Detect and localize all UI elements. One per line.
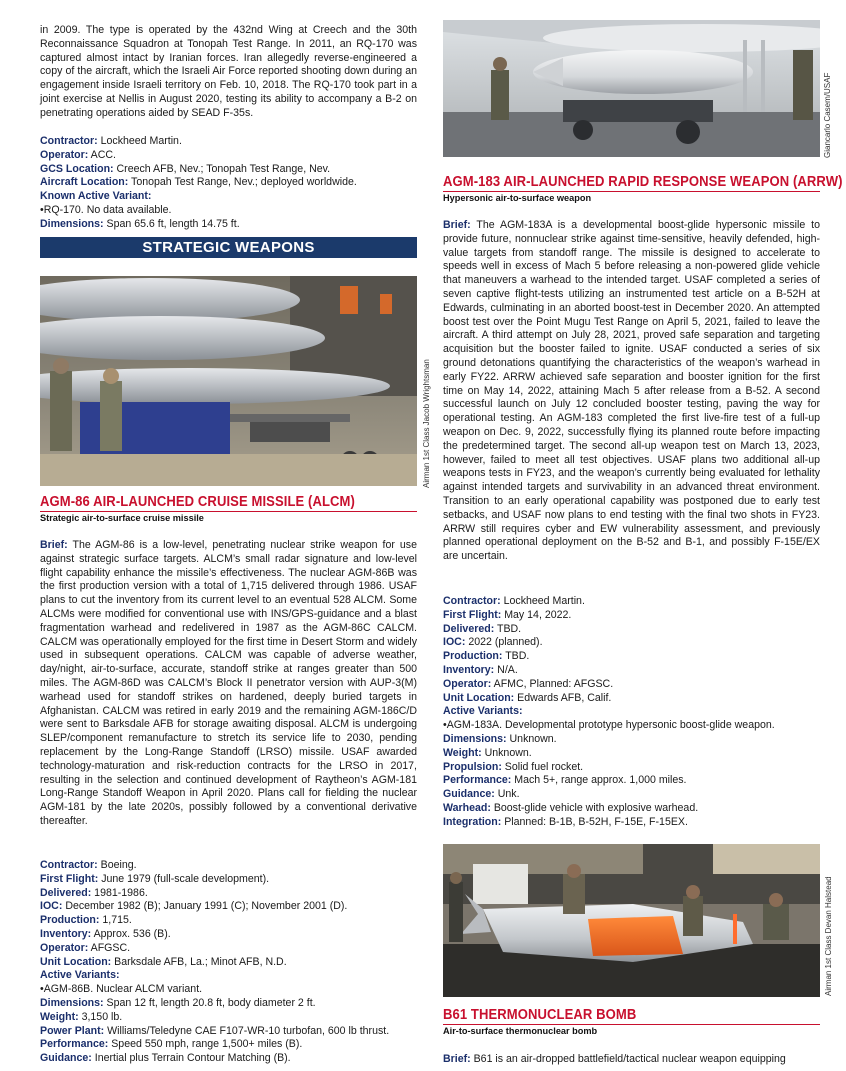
b61-brief-text: B61 is an air-dropped battlefield/tactical nuclear weapon equipping [470,1053,786,1065]
section-heading-strategic-weapons: STRATEGIC WEAPONS [40,237,417,258]
arrw-spec-line [443,733,820,747]
rq170-spec-line [40,218,417,232]
arrw-spec-key: Unit Location: [443,691,515,704]
arrw-spec-line [443,636,820,650]
alcm-spec-line [40,969,417,983]
arrw-subtitle: Hypersonic air-to-surface weapon [443,193,592,203]
arrw-spec-key: Propulsion: [443,760,502,773]
alcm-spec-line [40,997,417,1011]
arrw-spec-line [443,650,820,664]
photo-credit-b61: Airman 1st Class Devan Halstead [824,876,833,996]
b61-title: B61 THERMONUCLEAR BOMB [443,1007,637,1023]
arrw-spec-line [443,761,820,775]
b61-subtitle: Air-to-surface thermonuclear bomb [443,1026,598,1036]
arrw-spec-value: Solid fuel rocket. [501,760,584,773]
arrw-spec-value: May 14, 2022. [501,608,572,621]
arrw-spec-value: Boost-glide vehicle with explosive warhead. [490,801,699,814]
arrw-spec-value: TBD. [494,622,522,635]
arrw-brief [443,219,820,564]
alcm-spec-value: 1981-1986. [91,886,148,899]
arrw-spec-key: Active Variants: [443,705,523,718]
arrw-spec-value: AFMC, Planned: AFGSC. [491,677,614,690]
alcm-spec-value: Inertial plus Terrain Contour Matching (B). [91,1052,291,1065]
b61-brief-label: Brief: [443,1053,471,1065]
arrw-spec-key: First Flight: [443,608,502,621]
photo-b61-bomb [443,844,820,997]
alcm-spec-line [40,1025,417,1039]
b61-brief [443,1053,820,1067]
arrw-spec-line [443,609,820,623]
arrw-spec-line [443,719,820,733]
alcm-spec-key: IOC: [40,900,63,913]
alcm-spec-line [40,942,417,956]
rq170-spec-line [40,149,417,163]
rq170-spec-value: •RQ-170. No data available. [40,203,172,216]
alcm-spec-value: June 1979 (full-scale development). [98,872,270,885]
alcm-spec-key: Performance: [40,1038,109,1051]
alcm-spec-key: Inventory: [40,927,92,940]
arrw-spec-value: Planned: B-1B, B-52H, F-15E, F-15EX. [501,815,688,828]
alcm-spec-line [40,956,417,970]
alcm-spec-value: December 1982 (B); January 1991 (C); November 2001 (D). [62,900,348,913]
alcm-spec-line [40,1038,417,1052]
alcm-spec-value: Span 12 ft, length 20.8 ft, body diameter 2 ft. [103,996,316,1009]
rq170-specs [40,135,417,232]
alcm-spec-key: Contractor: [40,859,98,871]
arrw-title: AGM-183 AIR-LAUNCHED RAPID RESPONSE WEAPON (ARRW) [443,174,843,190]
rq170-spec-value: ACC. [88,148,116,161]
alcm-spec-line [40,983,417,997]
arrw-spec-line [443,623,820,637]
arrw-spec-line [443,774,820,788]
alcm-spec-key: Production: [40,914,100,927]
arrw-spec-value: Edwards AFB, Calif. [514,691,612,704]
alcm-subtitle: Strategic air-to-surface cruise missile [40,513,204,523]
alcm-spec-key: Delivered: [40,886,92,899]
rq170-spec-line [40,204,417,218]
b61-title-rule [443,1024,820,1025]
arrw-spec-key: Integration: [443,815,502,828]
arrw-spec-key: Production: [443,650,503,663]
rq170-spec-line [40,190,417,204]
alcm-spec-key: Unit Location: [40,955,112,968]
rq170-spec-key: GCS Location: [40,162,114,175]
photo-arrw-b52 [443,20,820,157]
arrw-spec-line [443,595,820,609]
alcm-spec-line [40,873,417,887]
alcm-spec-line [40,859,417,873]
alcm-spec-line [40,887,417,901]
alcm-brief [40,539,417,829]
alcm-spec-key: First Flight: [40,872,99,885]
arrw-brief-text: The AGM-183A is a developmental boost-glide hypersonic missile to provide future, nonnuclear strike against time-sensitive, heavily defended, high-value targets from standoff range. The missile is designed to accelerate to speeds well in excess of Mach 5 before releasing a non-powered glide vehicle that maneuvers a warhead to the intended target. USAF completed a series of seven captive flight-tests utilizing an instrumented test article on a B-52H at Edwards, culminating in an aborted boost-test in December 2020. An attempted boost test over the Point Mugu Test Range on April 5, 2021, failed to leave the aircraft. A third attempt on July 28, 2021, proved safe separation and targeting acquisition but the booster failed to ignite. USAF conducted a series of six ground detonations quantifying the characteristics of the weapon’s warhead in early FY22. ARRW achieved safe separation and booster ignition for the first time on May 14, 2022, attaining Mach 5 after release from a B-52. A second successful launch on July 12 concluded booster testing, paving the way for operational testing. An AGM-183 completed the first live-fire test of a full-up weapon on Dec. 9, 2022, successfully flying its planned route before impacting the predetermined target. The second all-up weapon test on March 13, 2023, however, failed to meet all test objectives. USAF plans two additional all-up weapons tests in FY23, and the weapon’s currently being evaluated for lethality against intended targets and survivability in an advanced threat environment. Transition to an early operational capability was postponed due to early test setbacks, and USAF now plans to end testing with the final two shots in FY23. ARRW still requires cyber and EW vulnerability assessment, and previously planned operational deployment on the B-52 and B-1, and possibly F-15E/EX are uncertain. [443,219,820,563]
alcm-brief-label: Brief: [40,539,68,551]
alcm-spec-key: Guidance: [40,1052,92,1065]
arrw-specs [443,595,820,830]
alcm-spec-line [40,900,417,914]
alcm-spec-key: Active Variants: [40,969,120,982]
alcm-specs [40,859,417,1066]
alcm-title: AGM-86 AIR-LAUNCHED CRUISE MISSILE (ALCM) [40,494,355,510]
alcm-spec-key: Power Plant: [40,1024,105,1037]
arrw-spec-value: 2022 (planned). [465,636,543,649]
arrw-spec-value: Unknown. [481,746,532,759]
alcm-spec-line [40,928,417,942]
arrw-spec-key: Weight: [443,746,482,759]
rq170-spec-value: Lockheed Martin. [97,135,182,147]
alcm-spec-line [40,1052,417,1066]
arrw-spec-line [443,664,820,678]
arrw-spec-key: Guidance: [443,788,495,801]
arrw-brief-label: Brief: [443,219,471,231]
arrw-spec-line [443,788,820,802]
alcm-brief-text: The AGM-86 is a low-level, penetrating nuclear strike weapon for use against strategic surface targets. ALCM’s small radar signature and low-level flight capability enhance the missile’s effectiveness. The nuclear AGM-86B was the first production version with a total of 1,715 delivered through 1986. USAF plans to cut the inventory from its current level to an eventual 528 ALCM. Some ALCMs were modified for conventional use with INS/GPS-guidance and a blast fragmentation warhead and redelivered in 1987 as the AGM-86C CALCM. CALCM was operationally employed for the first time in Desert Storm and widely used in subsequent operations. CALCM was capable of adverse weather, day/night, air-to-surface, accurate, standoff strike at ranges greater than 500 miles. The AGM-86D was CALCM’s Block II penetrator version with AUP-3(M) warhead used for standoff strikes on hardened, deeply buried targets in Afghanistan. CALCM was retired in early 2019 and the remaining AGM-186C/D were sent to Barksdale AFB for storage awaiting disposal. ALCM is undergoing SLEP/component remanufacture to stretch its service life to 2030, pending replacement by the Long-Range Standoff (LRSO) missile. USAF awarded technology-maturation and risk-reduction contracts for the LRSO in 2017, resulting in the selection and continued development of Raytheon’s AGM-181 Long-Range Standoff Weapon in April 2020. Plans call for fielding the nuclear AGM-181 by the late 2020s, possibly followed by a conventional derivative thereafter. [40,539,417,827]
arrw-title-rule [443,191,820,192]
rq170-spec-value: Span 65.6 ft, length 14.75 ft. [103,217,240,230]
alcm-spec-value: Williams/Teledyne CAE F107-WR-10 turbofan, 600 lb thrust. [104,1024,390,1037]
alcm-spec-value: •AGM-86B. Nuclear ALCM variant. [40,983,203,996]
photo-credit-alcm: Airman 1st Class Jacob Wrightsman [422,359,431,488]
arrw-spec-key: Contractor: [443,595,501,607]
arrw-spec-key: Delivered: [443,622,495,635]
arrw-spec-key: Operator: [443,677,492,690]
arrw-spec-value: •AGM-183A. Developmental prototype hypersonic boost-glide weapon. [443,719,775,732]
rq170-spec-value: Creech AFB, Nev.; Tonopah Test Range, Nev. [113,162,331,175]
alcm-spec-line [40,1011,417,1025]
arrw-spec-line [443,747,820,761]
photo-alcm-loading [40,276,417,486]
arrw-spec-key: Inventory: [443,663,495,676]
alcm-spec-line [40,914,417,928]
arrw-spec-key: Performance: [443,774,512,787]
alcm-spec-key: Operator: [40,941,89,954]
arrw-spec-value: N/A. [494,663,518,676]
arrw-spec-value: Mach 5+, range approx. 1,000 miles. [511,774,687,787]
arrw-spec-line [443,816,820,830]
rq170-spec-line [40,135,417,149]
arrw-spec-key: Warhead: [443,801,491,814]
arrw-spec-key: Dimensions: [443,732,507,745]
rq170-spec-key: Aircraft Location: [40,176,129,189]
arrw-spec-value: Unknown. [506,732,557,745]
rq170-spec-key: Known Active Variant: [40,190,152,203]
rq170-spec-key: Contractor: [40,135,98,147]
arrw-spec-line [443,678,820,692]
arrw-spec-line [443,692,820,706]
alcm-spec-value: Approx. 536 (B). [91,927,171,940]
photo-credit-arrw: Giancarlo Casem/USAF [823,72,832,158]
alcm-spec-value: AFGSC. [88,941,131,954]
rq170-spec-key: Operator: [40,148,89,161]
arrw-spec-value: Lockheed Martin. [500,595,585,607]
alcm-spec-key: Weight: [40,1010,79,1023]
arrw-spec-value: TBD. [502,650,530,663]
alcm-spec-value: Boeing. [97,859,137,871]
rq170-spec-key: Dimensions: [40,217,104,230]
arrw-spec-key: IOC: [443,636,466,649]
arrw-spec-line [443,802,820,816]
alcm-title-rule [40,511,417,512]
alcm-spec-value: 3,150 lb. [78,1010,123,1023]
rq170-spec-value: Tonopah Test Range, Nev.; deployed worldwide. [128,176,357,189]
alcm-spec-value: Speed 550 mph, range 1,500+ miles (B). [108,1038,303,1051]
rq170-intro-paragraph: in 2009. The type is operated by the 432nd Wing at Creech and the 30th Reconnaissance Squadron at Tonopah Test Range. In 2011, an RQ-170 was captured almost intact by Iranian forces. Iran allegedly reverse-engineered a copy of the aircraft, which the Israeli Air Force reported shooting down during an engagement inside Israeli territory on Feb. 10, 2018. The RQ-170 took part in a joint exercise at Nellis in August 2020, testing its ability to accompany a B-2 on penetrating operations aided by SEAD F-35s. [40,24,417,119]
alcm-spec-value: 1,715. [99,914,132,927]
rq170-spec-line [40,176,417,190]
arrw-spec-value: Unk. [494,788,520,801]
rq170-spec-line [40,163,417,177]
alcm-spec-key: Dimensions: [40,996,104,1009]
arrw-spec-line [443,705,820,719]
alcm-spec-value: Barksdale AFB, La.; Minot AFB, N.D. [111,955,287,968]
